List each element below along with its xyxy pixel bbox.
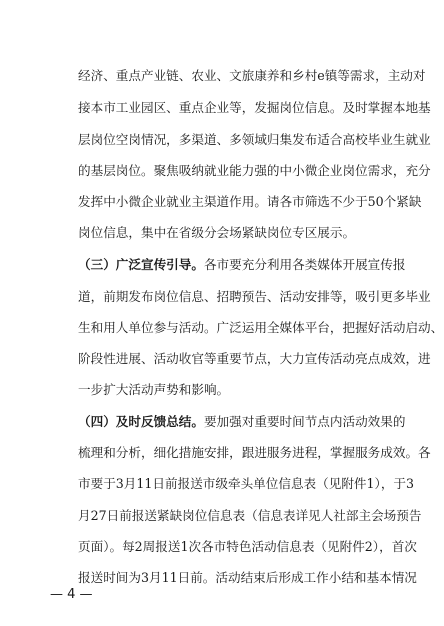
paragraph1-line-6: 岗位信息，集中在省级分会场紧缺岗位专区展示。 bbox=[78, 225, 356, 240]
paragraph3-line-2: 梳理和分析，细化措施安排，跟进服务进程，掌握服务成效。各 bbox=[78, 445, 431, 460]
paragraph3-line-6: 报送时间为3月11日前。活动结束后形成工作小结和基本情况 bbox=[78, 570, 417, 585]
page-number: — 4 — bbox=[50, 587, 93, 602]
paragraph2-line-3: 生和用人单位参与活动。广泛运用全媒体平台，把握好活动启动、 bbox=[78, 320, 444, 335]
paragraph1-line-3: 层岗位空岗情况，多渠道、多领域归集发布适合高校毕业生就业 bbox=[78, 132, 431, 147]
paragraph3-line-4: 月27日前报送紧缺岗位信息表（信息表详见人社部主会场预告 bbox=[78, 508, 422, 523]
paragraph2-line-2: 道，前期发布岗位信息、招聘预告、活动安排等，吸引更多毕业 bbox=[78, 289, 431, 304]
paragraph3-line-1 bbox=[78, 414, 406, 430]
paragraph2-line-1-text: 各市要充分利用各类媒体开展宣传报 bbox=[203, 257, 406, 272]
paragraph3-line-3: 市要于3月11日前报送市级牵头单位信息表（见附件1），于3 bbox=[78, 476, 415, 491]
paragraph1-line-1: 经济、重点产业链、农业、文旅康养和乡村e镇等需求，主动对 bbox=[78, 68, 426, 83]
paragraph3-heading: （四）及时反馈总结。 bbox=[78, 414, 204, 429]
paragraph1-line-4: 的基层岗位。聚焦吸纳就业能力强的中小微企业岗位需求，充分 bbox=[78, 163, 431, 178]
paragraph3-line-5: 页面）。每2周报送1次各市特色活动信息表（见附件2），首次 bbox=[78, 539, 417, 554]
paragraph2-line-5: 一步扩大活动声势和影响。 bbox=[78, 382, 230, 397]
paragraph1-line-2: 接本市工业园区、重点企业等，发掘岗位信息。及时掌握本地基 bbox=[78, 100, 431, 115]
paragraph2-heading: （三）广泛宣传引导。 bbox=[78, 257, 204, 272]
paragraph2-line-4: 阶段性进展、活动收官等重要节点，大力宣传活动亮点成效，进 bbox=[78, 351, 431, 366]
paragraph1-line-5: 发挥中小微企业就业主渠道作用。请各市筛选不少于50个紧缺 bbox=[78, 194, 422, 209]
paragraph2-line-1 bbox=[78, 257, 406, 273]
paragraph3-line-1-text: 要加强对重要时间节点内活动效果的 bbox=[203, 414, 406, 429]
